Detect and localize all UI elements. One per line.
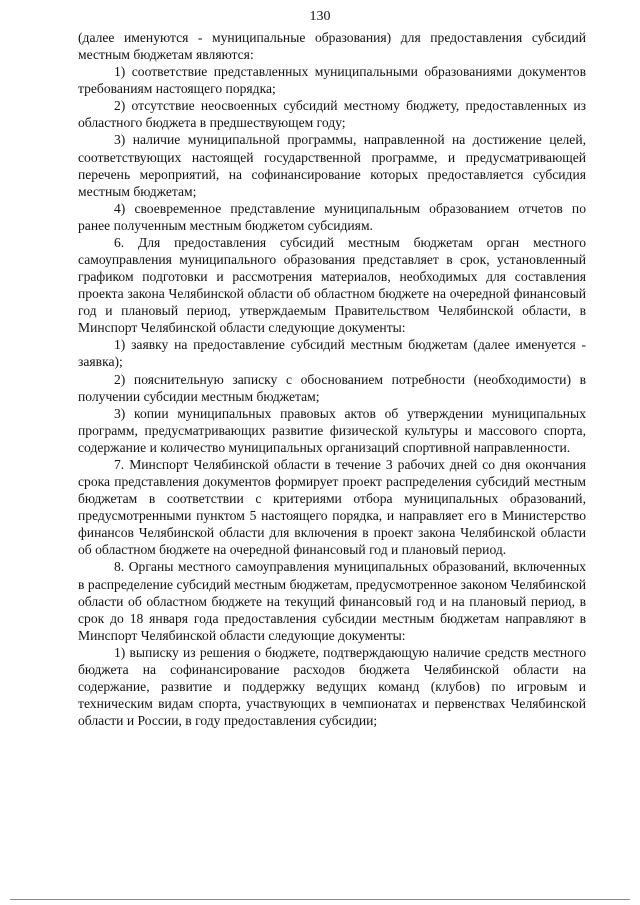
document-body bbox=[78, 29, 586, 729]
paragraph-continuation: (далее именуются - муниципальные образования) для предоставления субсидий местным бюджетам являются: bbox=[78, 30, 586, 63]
paragraph-criterion-4: 4) своевременное представление муниципальным образованием отчетов по ранее полученным местным бюджетом субсидиям. bbox=[78, 200, 586, 233]
paragraph-section-6: 6. Для предоставления субсидий местным бюджетам орган местного самоуправления муниципального образования представляет в срок, установленный графиком подготовки и рассмотрения материалов, необходимых для составления проекта закона Челябинской области об областном бюджете на очередной финансовый год и плановый период, утверждаемым Правительством Челябинской области, в Минспорт Челябинской области следующие документы: bbox=[78, 234, 586, 336]
paragraph-criterion-3: 3) наличие муниципальной программы, направленной на достижение целей, соответствующих настоящей государственной программе, и предусматривающей перечень мероприятий, на софинансирование которых предоставляется субсидия местным бюджетам; bbox=[78, 132, 586, 199]
paragraph-section-8-item-1: 1) выписку из решения о бюджете, подтверждающую наличие средств местного бюджета на софинансирование расходов бюджета Челябинской области на содержание, развитие и поддержку ведущих команд (клубов) по игровым и техническим видам спорта, участвующих в чемпионатах и первенствах Челябинской области и России, в году предоставления субсидии; bbox=[78, 644, 586, 729]
paragraph-document-2: 2) пояснительную записку с обоснованием потребности (необходимости) в получении субсидии местным бюджетам; bbox=[78, 371, 586, 404]
paragraph-criterion-2: 2) отсутствие неосвоенных субсидий местному бюджету, предоставленных из областного бюджета в предшествующем году; bbox=[78, 98, 586, 131]
paragraph-section-7: 7. Минспорт Челябинской области в течение 3 рабочих дней со дня окончания срока представления документов формирует проект распределения субсидий местным бюджетам в соответствии с критериями отбора муниципальных образований, предусмотренными пунктом 5 настоящего порядка, и направляет его в Министерство финансов Челябинской области для включения в проект закона Челябинской области об областном бюджете на очередной финансовый год и плановый период. bbox=[78, 456, 586, 558]
paragraph-document-1: 1) заявку на предоставление субсидий местным бюджетам (далее именуется - заявка); bbox=[78, 337, 586, 370]
paragraph-section-8: 8. Органы местного самоуправления муниципальных образований, включенных в распределение субсидий местным бюджетам, предусмотренное законом Челябинской области об областном бюджете на текущий финансовый год и на плановый период, в срок до 18 января года предоставления субсидии местным бюджетам направляют в Минспорт Челябинской области следующие документы: bbox=[78, 559, 586, 643]
paragraph-criterion-1: 1) соответствие представленных муниципальными образованиями документов требованиям настоящего порядка; bbox=[78, 64, 586, 97]
paragraph-document-3: 3) копии муниципальных правовых актов об утверждении муниципальных программ, предусматривающих развитие физической культуры и массового спорта, содержание и количество муниципальных организаций спортивной направленности. bbox=[78, 405, 586, 455]
bottom-divider bbox=[10, 899, 630, 900]
page-number: 130 bbox=[309, 9, 331, 24]
